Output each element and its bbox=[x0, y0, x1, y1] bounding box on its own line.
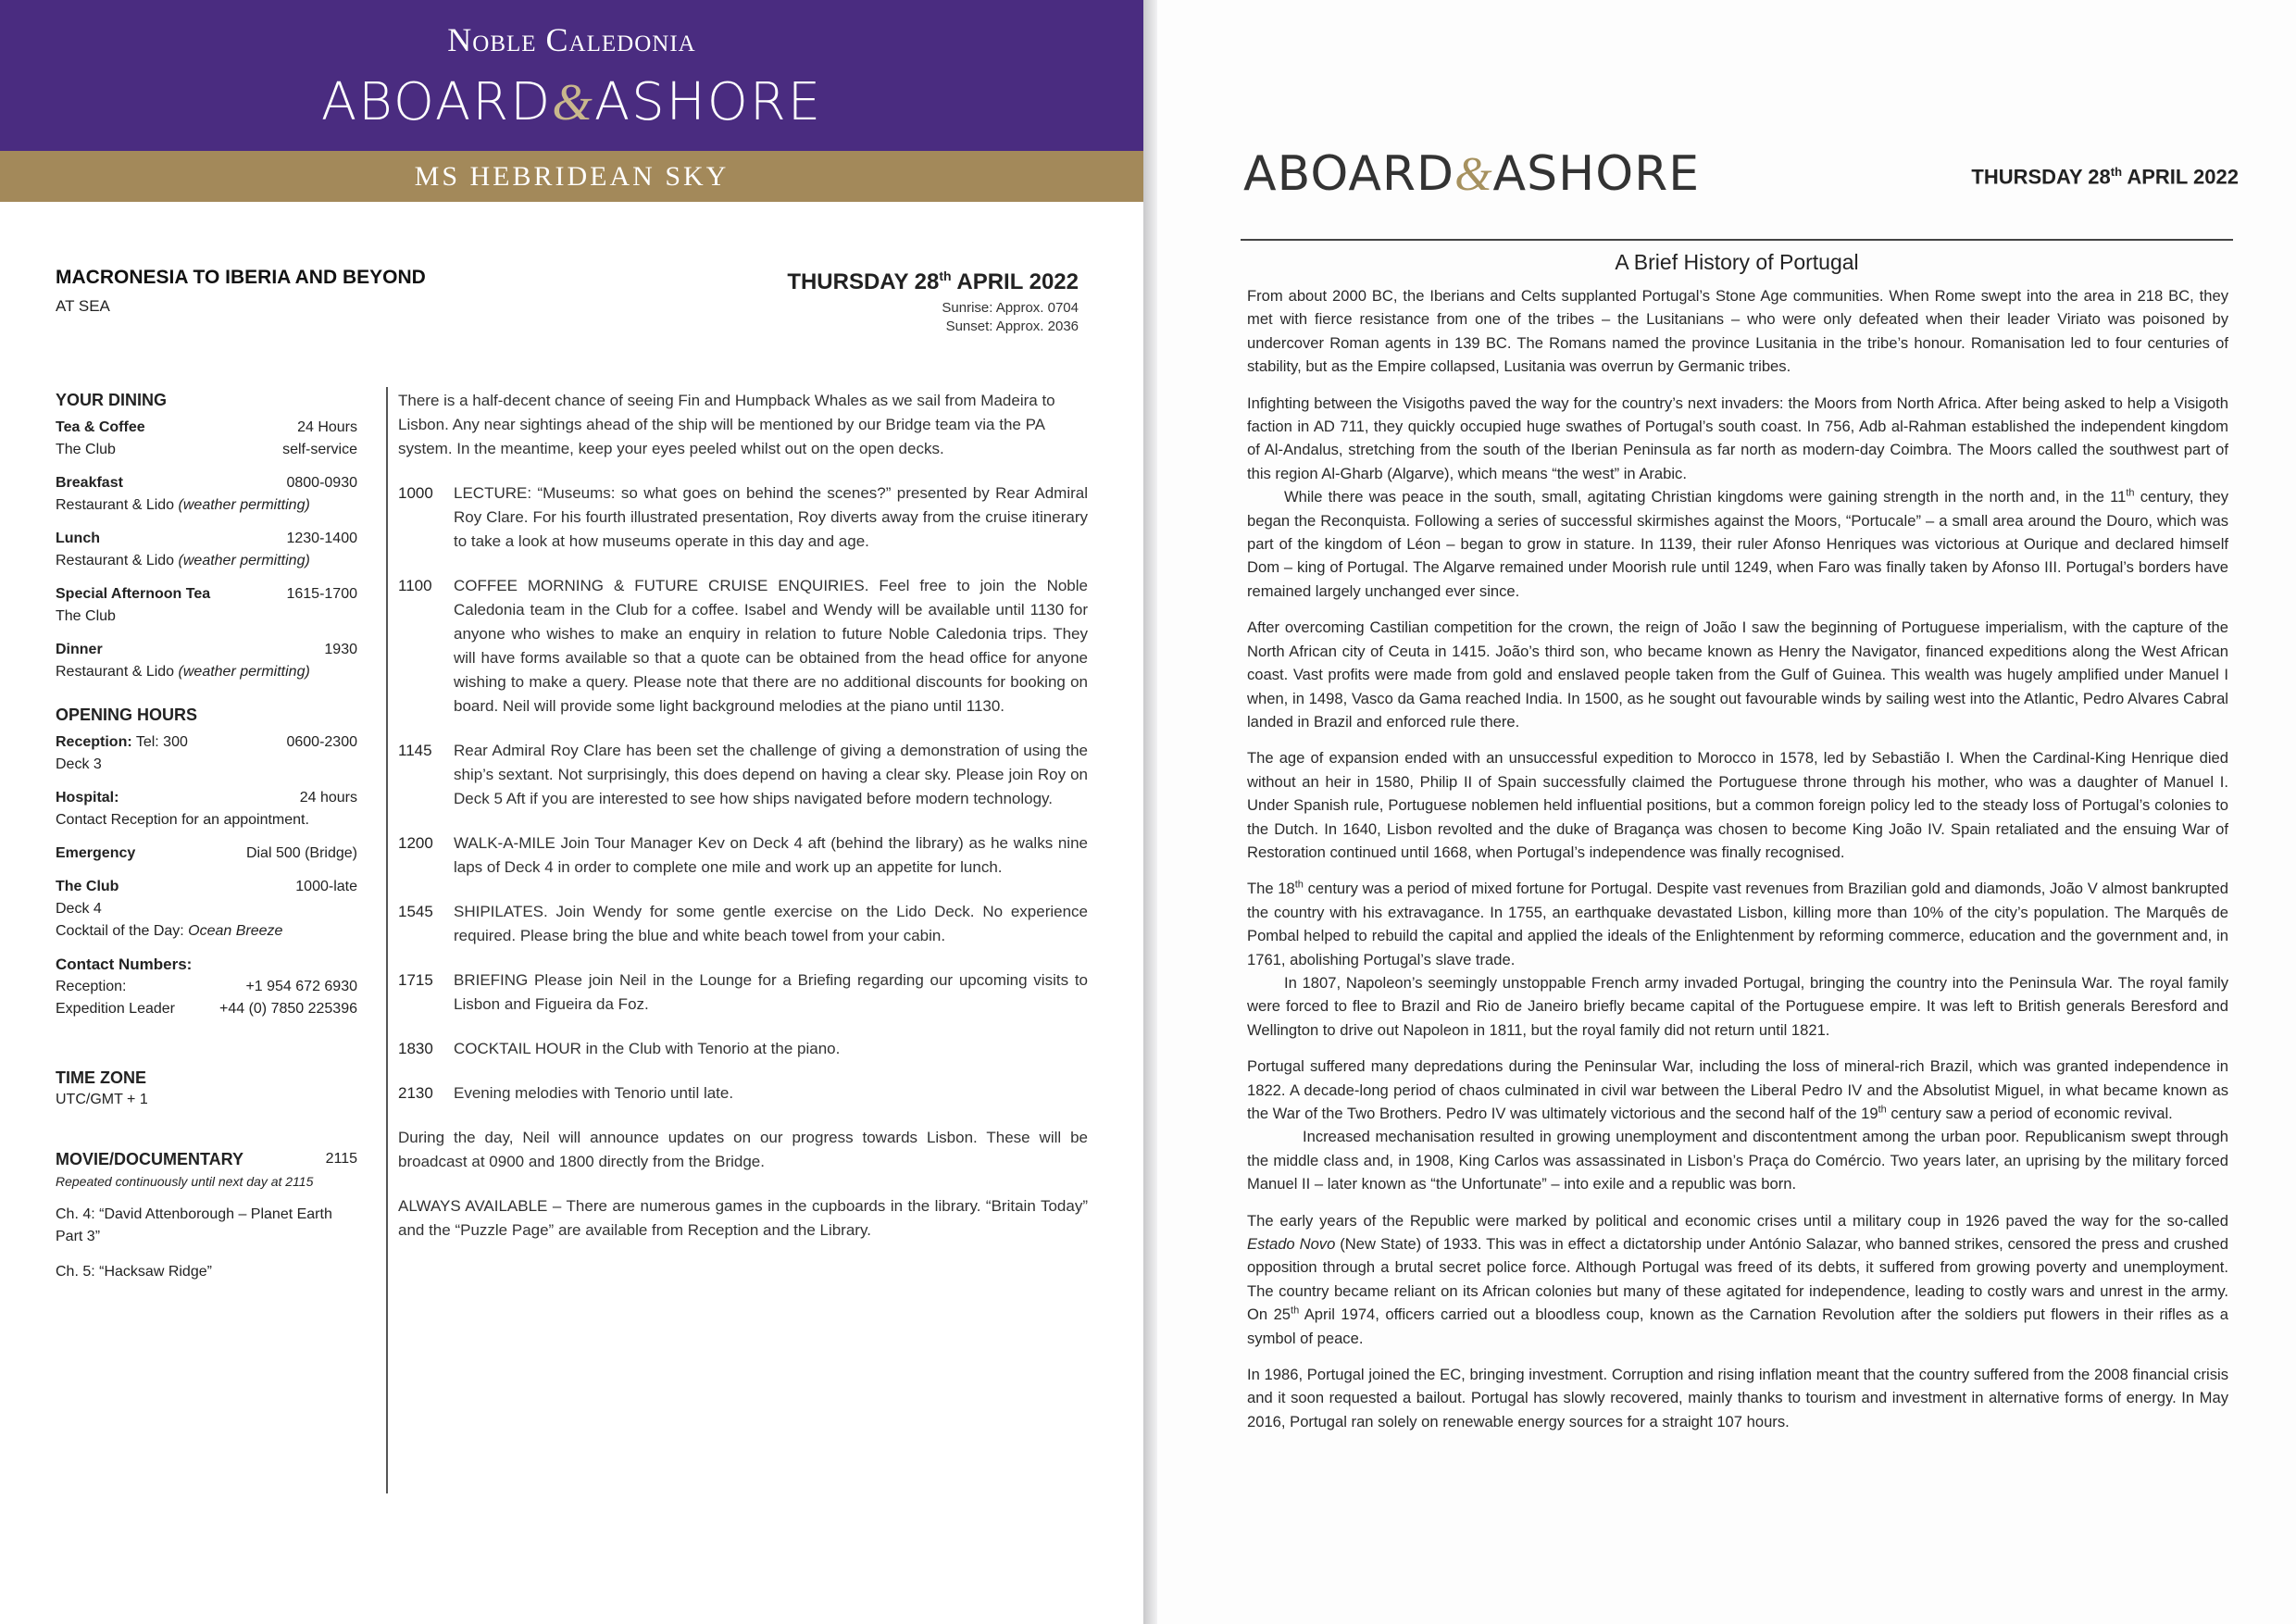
dining-place: Restaurant & Lido bbox=[56, 664, 175, 680]
sunset: Sunset: Approx. 2036 bbox=[945, 319, 1079, 334]
hospital-info bbox=[56, 787, 357, 831]
dining-name: Tea & Coffee bbox=[56, 419, 145, 435]
paragraph-10 bbox=[1247, 1209, 2228, 1350]
event-text: COCKTAIL HOUR in the Club with Tenorio at the piano. bbox=[454, 1040, 841, 1057]
event-text: COFFEE MORNING & FUTURE CRUISE ENQUIRIES. Feel free to join the Noble Caledonia team in the Club for a coffee. Isabel and Wendy will be available until 1130 for anyone who wishes to make an enquiry in relation to future Noble Caledonia trips. They will have forms available so that a quote can be obtained from the head office for anyone wishing to make a query. Please note that there are no additional discounts for booking on board. Neil will provide some light background melodies at the piano until 1130. bbox=[454, 577, 1088, 715]
history-article bbox=[1247, 284, 2228, 1446]
ship-name: MS HEBRIDEAN SKY bbox=[0, 151, 1143, 202]
p8-text-b: century saw a period of economic revival. bbox=[1886, 1105, 2173, 1122]
dining-heading: YOUR DINING bbox=[56, 391, 168, 409]
emergency-label: Emergency bbox=[56, 845, 136, 861]
p3-text-b: century, they began the Reconquista. Following a series of successful skirmishes against the Moors, “Portucale” – a small area around the Douro, which was part of the kingdom of Léon – began to grow in stature. In 1139, their ruler Afonso Henriques was victorious at Ourique and declared himself Dom – king of Portugal. The Algarve remained under Moorish rule until 1249, when Faro was finally taken by Afonso III. Portugal’s borders have remained largely unchanged ever since. bbox=[1247, 488, 2228, 600]
p6-text-b: century was a period of mixed fortune for Portugal. Despite vast revenues from Brazilian gold and diamonds, João V almost bankrupted the country with his extravagance. In 1755, an earthquake devastated Lisbon, killing more than 10% of the city’s population. The Marquês de Pombal helped to rebuild the capital and applied the ideals of the Enlightenment by reforming commerce, education and the government and, in 1761, abolishing Portugal’s slave trade. bbox=[1247, 880, 2228, 968]
dining-place: The Club bbox=[56, 608, 116, 624]
paragraph-6 bbox=[1247, 877, 2228, 971]
voyage-title: MACRONESIA TO IBERIA AND BEYOND bbox=[56, 267, 426, 288]
right-date bbox=[1971, 165, 2239, 189]
date-sup: th bbox=[939, 269, 952, 283]
masthead-amp: & bbox=[552, 74, 594, 131]
dining-item bbox=[56, 583, 357, 628]
masthead-banner bbox=[0, 0, 1143, 151]
timezone-value: UTC/GMT + 1 bbox=[56, 1092, 148, 1107]
date-day: THURSDAY 28 bbox=[787, 269, 940, 294]
dining-place: The Club bbox=[56, 442, 116, 457]
dining-time: 1230-1400 bbox=[286, 531, 357, 546]
paragraph-7: In 1807, Napoleon’s seemingly unstoppable French army invaded Portugal, bringing the country into the Peninsula War. The royal family were forced to flee to Brazil and Rio de Janeiro briefly became capital of the Portuguese empire. It was left to British generals Beresford and Wellington to drive out Napoleon in 1811, but the royal family did not return until 1821. bbox=[1247, 973, 2228, 1039]
schedule-event bbox=[398, 900, 1088, 948]
right-date-rest: APRIL 2022 bbox=[2122, 165, 2239, 189]
p8-sup: th bbox=[1878, 1104, 1887, 1116]
movie-ch4: Ch. 4: “David Attenborough – Planet Earth Part 3” bbox=[56, 1206, 332, 1244]
club-label: The Club bbox=[56, 879, 119, 894]
schedule-event bbox=[398, 1037, 1088, 1061]
dining-note: self-service bbox=[282, 442, 357, 457]
masthead-part1: ABOARD bbox=[320, 72, 553, 132]
dining-note: (weather permitting) bbox=[178, 497, 310, 513]
dining-item bbox=[56, 639, 357, 683]
p8-text-a: Portugal suffered many depredations during the Peninsular War, including the loss of mineral-rich Brazil, which was granted independence in 1822. A decade-long period of chaos culminated in civil war between the Liberal Pedro IV and the Absolutist Miguel, in what became known as the War of the Two Brothers. Pedro IV was ultimately victorious and the second half of the 19 bbox=[1247, 1057, 2228, 1122]
column-divider bbox=[386, 387, 388, 1493]
dining-time: 1930 bbox=[324, 642, 357, 657]
masthead-part2: ASHORE bbox=[593, 72, 823, 132]
header-rule bbox=[1241, 239, 2233, 241]
event-time: 1145 bbox=[398, 742, 432, 759]
schedule-event bbox=[398, 968, 1088, 1017]
right-masthead-amp: & bbox=[1454, 148, 1493, 201]
paragraph-1: From about 2000 BC, the Iberians and Celts supplanted Portugal’s Stone Age communities. When Rome swept into the area in 218 BC, they met with fierce resistance from one of the tribes – the Lusitanians – who were only defeated when their leader Viriato was poisoned by undercover Roman agents in 139 BC. The Romans named the province Lusitania in the tribe’s honour. Romanisation led to four centuries of stability, but as the Empire collapsed, Lusitania was overrun by Germanic tribes. bbox=[1247, 287, 2228, 376]
p6-text-a: The 18 bbox=[1247, 880, 1295, 898]
dining-item bbox=[56, 472, 357, 517]
events-list bbox=[398, 481, 1088, 1106]
event-time: 1200 bbox=[398, 834, 433, 852]
reception-tel: Tel: 300 bbox=[131, 734, 188, 750]
dining-time: 0800-0930 bbox=[286, 475, 357, 491]
event-text: SHIPILATES. Join Wendy for some gentle exercise on the Lido Deck. No experience required. Please bring the blue and white beach towel from your cabin. bbox=[454, 903, 1088, 944]
dining-name: Dinner bbox=[56, 642, 103, 657]
date bbox=[787, 269, 1079, 295]
event-text: WALK-A-MILE Join Tour Manager Kev on Deck 4 aft (behind the library) as he walks nine laps of Deck 4 in order to complete one mile and work up an appetite for lunch. bbox=[454, 834, 1088, 876]
p10-italic: Estado Novo bbox=[1247, 1235, 1336, 1254]
event-time: 1100 bbox=[398, 577, 432, 594]
paragraph-5: The age of expansion ended with an unsuccessful expedition to Morocco in 1578, led by Sebastião I. When the Cardinal-King Henrique died without an heir in 1580, Philip II of Spain successfully claimed the Portuguese throne through his mother, who was a daughter of Manuel I. Under Spanish rule, Portuguese noblemen held influential positions, but a common foreign policy led to the steady loss of Portugal’s colonies to the Dutch. In 1640, Lisbon revolted and the duke of Bragança was chosen to become King João IV. Spain retaliated and the ensuing War of Restoration continued until 1668, when Portugal’s independence was finally recognised. bbox=[1247, 749, 2228, 861]
club-info bbox=[56, 876, 357, 943]
paragraph-4: After overcoming Castilian competition for the crown, the reign of João I saw the beginning of Portuguese imperialism, with the capture of the North African city of Ceuta in 1415. João’s third son, who became known as Henry the Navigator, financed expeditions along the West African coast. Vast profits were made from gold and enslaved people taken from the Gulf of Guinea. This wealth was hugely amplified under Manuel I when, in 1498, Vasco da Gama reached India. In 1500, as he sought out favourable winds by sailing west into the Atlantic, Pedro Alvares Cabral landed in Brazil and enforced rule there. bbox=[1247, 618, 2228, 731]
voyage-subtitle: AT SEA bbox=[56, 297, 110, 315]
right-date-sup: th bbox=[2110, 165, 2123, 179]
schedule-event bbox=[398, 481, 1088, 554]
dining-item bbox=[56, 417, 357, 461]
contact-row bbox=[56, 976, 357, 998]
left-page bbox=[0, 0, 1143, 1624]
paragraph-2: Infighting between the Visigoths paved the way for the country’s next invaders: the Moors from North Africa. After being asked to help a Visigoth faction in AD 711, they quickly occupied huge swathes of Portugal’s south coast. In 756, Adb al-Rahman established the independent kingdom of Al-Andalus, stretching from the south of the Iberian Peninsula as far north as modern-day Coimbra. The Moors called the southwest part of this region Al-Gharb (Algarve), which means “the west” in Arabic. bbox=[1247, 394, 2228, 482]
date-rest: APRIL 2022 bbox=[951, 269, 1079, 294]
event-text: BRIEFING Please join Neil in the Lounge for a Briefing regarding our upcoming visits to Lisbon and Figueira da Foz. bbox=[454, 971, 1088, 1013]
p10-text-b: (New State) of 1933. This was in effect a dictatorship under António Salazar, who banned strikes, censored the press and crushed opposition through a brutal secret police force. Although Portugal was freed of its debts, it suffered from growing poverty and unemployment. The country became reliant on its African colonies but many of these agitated for independence, leading to costly wars and unrest in the army. On 25 bbox=[1247, 1235, 2228, 1324]
date-block bbox=[787, 269, 1079, 336]
p10-text-c: April 1974, officers carried out a bloodless coup, known as the Carnation Revolution after the soldiers put flowers in their rifles as a symbol of peace. bbox=[1247, 1305, 2228, 1347]
reception-info bbox=[56, 731, 357, 776]
contact-label: Reception: bbox=[56, 979, 127, 994]
paragraph-8 bbox=[1247, 1055, 2228, 1125]
movie-ch5: Ch. 5: “Hacksaw Ridge” bbox=[56, 1264, 212, 1280]
right-masthead-part2: ASHORE bbox=[1492, 146, 1701, 202]
reception-label: Reception: bbox=[56, 734, 132, 750]
event-time: 1000 bbox=[398, 484, 433, 502]
movie-time: 2115 bbox=[325, 1151, 357, 1167]
right-masthead bbox=[1243, 146, 1700, 202]
schedule-event bbox=[398, 1081, 1088, 1106]
daily-schedule bbox=[398, 389, 1088, 1263]
schedule-event bbox=[398, 739, 1088, 811]
updates-note: During the day, Neil will announce updates on our progress towards Lisbon. These will be broadcast at 0900 and 1800 directly from the Bridge. bbox=[398, 1129, 1088, 1170]
club-time: 1000-late bbox=[295, 879, 357, 894]
right-page bbox=[1157, 0, 2296, 1624]
right-masthead-part1: ABOARD bbox=[1243, 146, 1455, 202]
reception-time: 0600-2300 bbox=[286, 734, 357, 750]
contact-row bbox=[56, 998, 357, 1020]
cocktail-name: Ocean Breeze bbox=[188, 923, 283, 939]
right-date-day: THURSDAY 28 bbox=[1971, 165, 2111, 189]
event-time: 1830 bbox=[398, 1040, 433, 1057]
contact-heading: Contact Numbers: bbox=[56, 956, 193, 973]
article-title: A Brief History of Portugal bbox=[1615, 250, 1859, 274]
dining-place: Restaurant & Lido bbox=[56, 497, 175, 513]
event-text: Evening melodies with Tenorio until late. bbox=[454, 1084, 734, 1102]
paragraph-11: In 1986, Portugal joined the EC, bringing investment. Corruption and rising inflation meant that the country suffered from the 2008 financial crisis and it soon requested a bailout. Portugal has slowly recovered, mainly thanks to tourism and investment in alternative forms of energy. In May 2016, Portugal ran solely on renewable energy sources for a straight 107 hours. bbox=[1247, 1366, 2228, 1430]
contact-number: +44 (0) 7850 225396 bbox=[218, 1001, 357, 1017]
event-time: 1715 bbox=[398, 971, 433, 989]
emergency-number: Dial 500 (Bridge) bbox=[245, 845, 357, 861]
brand-name: Noble Caledonia bbox=[447, 21, 696, 58]
p10-text-a: The early years of the Republic were marked by political and economic crises until a military coup in 1926 paved the way for the so-called bbox=[1247, 1211, 2228, 1230]
dining-name: Lunch bbox=[56, 531, 100, 546]
reception-deck: Deck 3 bbox=[56, 756, 102, 772]
contact-label: Expedition Leader bbox=[56, 1001, 175, 1017]
p6-sup: th bbox=[1294, 879, 1304, 891]
info-sidebar bbox=[56, 389, 357, 1283]
event-text: Rear Admiral Roy Clare has been set the challenge of giving a demonstration of using the ship’s sextant. Not surprisingly, this does depend on having a clear sky. Please join Roy on Deck 5 Aft if you are interested to see how ships navigated before modern technology. bbox=[454, 742, 1088, 807]
dining-note: (weather permitting) bbox=[178, 553, 310, 568]
hospital-time: 24 hours bbox=[299, 790, 357, 806]
dining-time: 24 Hours bbox=[297, 419, 357, 435]
schedule-intro: There is a half-decent chance of seeing Fin and Humpback Whales as we sail from Madeira to Lisbon. Any near sightings ahead of the ship will be mentioned by our Bridge team via the PA system. In the meantime, keep your eyes peeled whilst out on the open decks. bbox=[398, 392, 1055, 457]
contact-list bbox=[56, 976, 357, 1020]
club-deck: Deck 4 bbox=[56, 901, 102, 917]
cocktail-label: Cocktail of the Day: bbox=[56, 923, 189, 939]
opening-heading: OPENING HOURS bbox=[56, 706, 198, 724]
hospital-note: Contact Reception for an appointment. bbox=[56, 812, 309, 828]
p3-sup: th bbox=[2126, 487, 2135, 499]
event-time: 2130 bbox=[398, 1084, 433, 1102]
event-time: 1545 bbox=[398, 903, 433, 920]
dining-name: Special Afternoon Tea bbox=[56, 586, 211, 602]
dining-item bbox=[56, 528, 357, 572]
masthead-title bbox=[0, 72, 1143, 132]
dining-list bbox=[56, 417, 357, 683]
dining-place: Restaurant & Lido bbox=[56, 553, 175, 568]
paragraph-3 bbox=[1247, 485, 2228, 603]
contact-number: +1 954 672 6930 bbox=[245, 979, 357, 994]
emergency-info bbox=[56, 843, 357, 865]
hospital-label: Hospital: bbox=[56, 790, 119, 806]
dining-time: 1615-1700 bbox=[286, 586, 357, 602]
dining-note: (weather permitting) bbox=[178, 664, 310, 680]
schedule-event bbox=[398, 831, 1088, 880]
dining-name: Breakfast bbox=[56, 475, 123, 491]
paragraph-9: Increased mechanisation resulted in growing unemployment and discontentment among the urban poor. Republicanism swept through the middle class and, in 1908, King Carlos was assassinated in Lisbon’s Praça do Comércio. Two years later, an uprising by the military forced Manuel II – later known as “the Unfortunate” – into exile and a republic was born. bbox=[1247, 1128, 2228, 1193]
timezone-heading: TIME ZONE bbox=[56, 1068, 146, 1087]
movie-heading: MOVIE/DOCUMENTARY bbox=[56, 1150, 244, 1168]
movie-note: Repeated continuously until next day at 2115 bbox=[56, 1174, 314, 1189]
event-text: LECTURE: “Museums: so what goes on behind the scenes?” presented by Rear Admiral Roy Clare. For his fourth illustrated presentation, Roy diverts away from the cruise itinerary to take a look at how museums operate in this day and age. bbox=[454, 484, 1088, 550]
always-available-note: ALWAYS AVAILABLE – There are numerous games in the cupboards in the library. “Britain Today” and the “Puzzle Page” are available from Reception and the Library. bbox=[398, 1197, 1088, 1239]
sunrise: Sunrise: Approx. 0704 bbox=[942, 300, 1079, 316]
schedule-event bbox=[398, 574, 1088, 718]
p3-text-a: While there was peace in the south, small, agitating Christian kingdoms were gaining strength in the north and, in the 11 bbox=[1284, 488, 2127, 506]
page-gutter bbox=[1143, 0, 1157, 1624]
p10-sup: th bbox=[1291, 1305, 1300, 1317]
